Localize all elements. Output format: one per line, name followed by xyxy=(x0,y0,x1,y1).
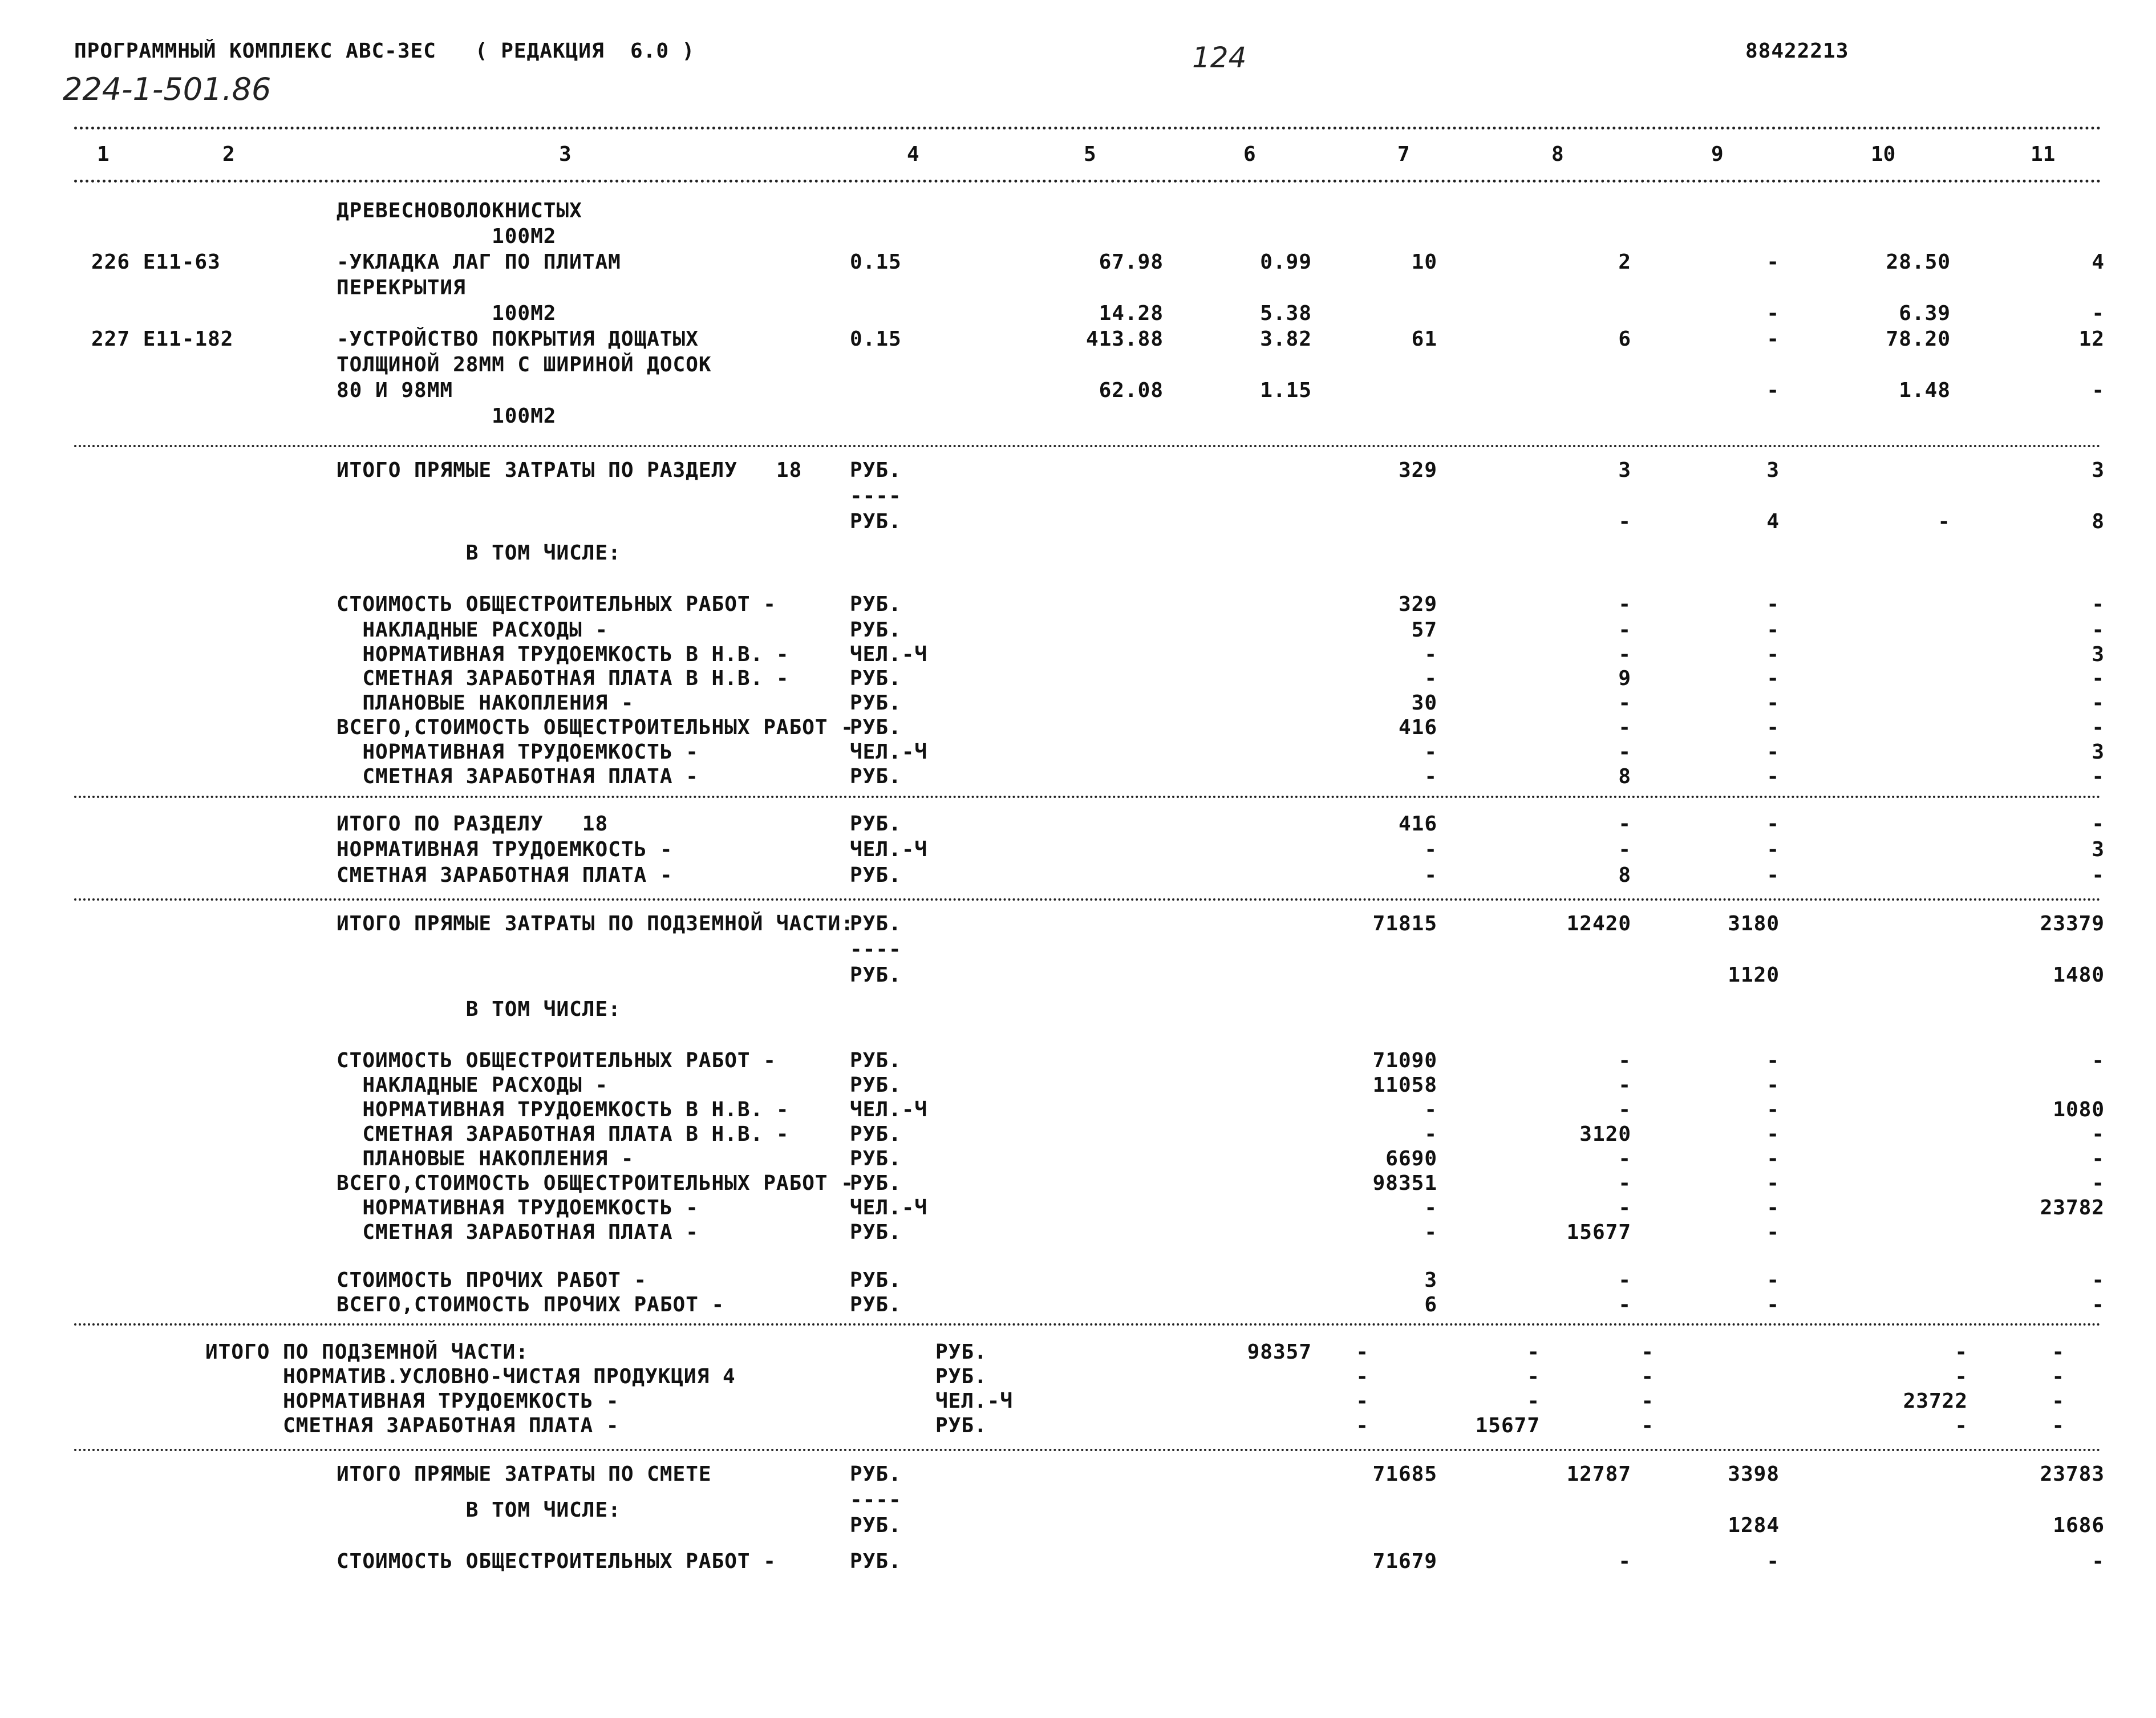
totals-cell: - xyxy=(1356,1340,1369,1364)
table-cell: 416 xyxy=(1398,812,1437,836)
table-cell: ПЛАНОВЫЕ НАКОПЛЕНИЯ - xyxy=(337,691,634,715)
table-cell: - xyxy=(2092,765,2105,788)
table-cell: - xyxy=(1424,643,1437,666)
table-cell: 100М2 xyxy=(337,302,557,325)
table-cell: СТОИМОСТЬ ОБЩЕСТРОИТЕЛЬНЫХ РАБОТ - xyxy=(337,593,776,616)
totals-cell: - xyxy=(1641,1340,1654,1364)
table-cell: - xyxy=(1618,1147,1631,1170)
table-cell: - xyxy=(1766,250,1780,274)
table-cell: - xyxy=(2092,667,2105,690)
table-cell: 12787 xyxy=(1566,1462,1631,1486)
totals-cell: ЧЕЛ.-Ч xyxy=(935,1389,1014,1413)
table-cell: ВСЕГО,СТОИМОСТЬ ОБЩЕСТРОИТЕЛЬНЫХ РАБОТ - xyxy=(337,716,854,739)
table-cell: - xyxy=(1766,1172,1780,1195)
table-cell: 3 xyxy=(1766,459,1780,482)
table-cell: -УКЛАДКА ЛАГ ПО ПЛИТАМ xyxy=(337,250,621,274)
table-cell: 1686 xyxy=(2053,1514,2105,1537)
column-number-3: 3 xyxy=(559,143,572,166)
column-number-11: 11 xyxy=(2031,143,2056,166)
table-cell: - xyxy=(1766,812,1780,836)
table-cell: - xyxy=(1766,1073,1780,1097)
table-cell: - xyxy=(1766,1550,1780,1573)
column-number-1: 1 xyxy=(97,143,110,166)
section-rule xyxy=(74,1323,2102,1326)
table-cell: 9 xyxy=(1618,667,1631,690)
table-cell: - xyxy=(1766,1123,1780,1146)
table-cell: - xyxy=(1766,740,1780,764)
table-cell: РУБ. xyxy=(850,1514,902,1537)
table-cell: - xyxy=(1766,667,1780,690)
table-cell: 1.15 xyxy=(1260,379,1312,402)
table-cell: - xyxy=(1424,667,1437,690)
document-code-right: 88422213 xyxy=(1745,39,1849,63)
table-cell: - xyxy=(1424,838,1437,861)
table-cell: 61 xyxy=(1411,327,1437,351)
totals-cell: - xyxy=(2052,1365,2065,1388)
table-cell: 14.28 xyxy=(1099,302,1164,325)
table-cell: СТОИМОСТЬ ПРОЧИХ РАБОТ - xyxy=(337,1269,647,1292)
table-cell: 3.82 xyxy=(1260,327,1312,351)
table-cell: - xyxy=(2092,302,2105,325)
table-cell: - xyxy=(1766,643,1780,666)
table-cell: РУБ. xyxy=(850,812,902,836)
totals-cell: РУБ. xyxy=(935,1414,987,1437)
table-cell: - xyxy=(1766,1196,1780,1219)
table-cell: 71815 xyxy=(1372,912,1437,935)
table-cell: НОРМАТИВНАЯ ТРУДОЕМКОСТЬ - xyxy=(337,1196,699,1219)
table-cell: 28.50 xyxy=(1886,250,1951,274)
table-cell: - xyxy=(1766,1098,1780,1121)
table-cell: РУБ. xyxy=(850,765,902,788)
table-cell: 5.38 xyxy=(1260,302,1312,325)
table-cell: РУБ. xyxy=(850,1269,902,1292)
table-cell: - xyxy=(1618,1293,1631,1316)
totals-cell: - xyxy=(1955,1414,1968,1437)
table-cell: ЧЕЛ.-Ч xyxy=(850,1196,928,1219)
table-cell: РУБ. xyxy=(850,1293,902,1316)
table-cell: ИТОГО ПРЯМЫЕ ЗАТРАТЫ ПО ПОДЗЕМНОЙ ЧАСТИ: xyxy=(337,912,854,935)
table-cell: РУБ. xyxy=(850,716,902,739)
table-cell: РУБ. xyxy=(850,1172,902,1195)
table-cell: 23783 xyxy=(2040,1462,2105,1486)
table-cell: НОРМАТИВНАЯ ТРУДОЕМКОСТЬ - xyxy=(337,838,673,861)
table-cell: - xyxy=(1618,1073,1631,1097)
totals-cell: ИТОГО ПО ПОДЗЕМНОЙ ЧАСТИ: xyxy=(205,1340,529,1364)
section-rule xyxy=(74,898,2102,901)
table-cell: ТОЛЩИНОЙ 28ММ С ШИРИНОЙ ДОСОК xyxy=(337,353,712,376)
table-cell: ---- xyxy=(850,938,902,961)
totals-cell: - xyxy=(2052,1414,2065,1437)
table-cell: СМЕТНАЯ ЗАРАБОТНАЯ ПЛАТА - xyxy=(337,765,699,788)
totals-cell: - xyxy=(1356,1414,1369,1437)
table-cell: ПЛАНОВЫЕ НАКОПЛЕНИЯ - xyxy=(337,1147,634,1170)
table-cell: 6690 xyxy=(1385,1147,1437,1170)
column-number-4: 4 xyxy=(907,143,919,166)
table-cell: - xyxy=(2092,1550,2105,1573)
table-cell: РУБ. xyxy=(850,691,902,715)
table-cell: 1480 xyxy=(2053,963,2105,987)
table-cell: 10 xyxy=(1411,250,1437,274)
table-cell: - xyxy=(2092,1293,2105,1316)
table-cell: 100М2 xyxy=(337,404,557,428)
table-cell: СМЕТНАЯ ЗАРАБОТНАЯ ПЛАТА - xyxy=(337,1221,699,1244)
table-cell: - xyxy=(1766,691,1780,715)
table-cell: 4 xyxy=(2092,250,2105,274)
table-cell: 1.48 xyxy=(1899,379,1951,402)
table-cell: ---- xyxy=(850,484,902,508)
table-cell: РУБ. xyxy=(850,1550,902,1573)
column-number-6: 6 xyxy=(1243,143,1256,166)
column-number-2: 2 xyxy=(222,143,235,166)
totals-cell: - xyxy=(2052,1389,2065,1413)
table-cell: - xyxy=(1618,1550,1631,1573)
table-cell: СМЕТНАЯ ЗАРАБОТНАЯ ПЛАТА В Н.В. - xyxy=(337,1123,789,1146)
table-cell: - xyxy=(2092,618,2105,642)
table-cell: 98351 xyxy=(1372,1172,1437,1195)
table-cell: РУБ. xyxy=(850,1462,902,1486)
table-cell: 3 xyxy=(1424,1269,1437,1292)
table-cell: ЧЕЛ.-Ч xyxy=(850,838,928,861)
table-cell: РУБ. xyxy=(850,1221,902,1244)
table-cell: - xyxy=(2092,716,2105,739)
table-cell: - xyxy=(1618,812,1631,836)
totals-cell: - xyxy=(1356,1389,1369,1413)
table-cell: 3 xyxy=(2092,643,2105,666)
table-cell: - xyxy=(1766,838,1780,861)
table-cell: 3120 xyxy=(1579,1123,1631,1146)
table-cell: РУБ. xyxy=(850,912,902,935)
table-cell: 0.99 xyxy=(1260,250,1312,274)
table-cell: - xyxy=(1618,691,1631,715)
table-cell: РУБ. xyxy=(850,963,902,987)
table-cell: ИТОГО ПО РАЗДЕЛУ 18 xyxy=(337,812,609,836)
table-cell: - xyxy=(2092,812,2105,836)
totals-cell: - xyxy=(2052,1340,2065,1364)
table-cell: ---- xyxy=(850,1488,902,1512)
totals-cell: - xyxy=(1641,1389,1654,1413)
table-cell: ВСЕГО,СТОИМОСТЬ ОБЩЕСТРОИТЕЛЬНЫХ РАБОТ - xyxy=(337,1172,854,1195)
table-top-rule xyxy=(74,127,2102,129)
table-cell: 12420 xyxy=(1566,912,1631,935)
table-cell: - xyxy=(1766,1049,1780,1072)
table-cell: 12 xyxy=(2078,327,2105,351)
table-cell: ЧЕЛ.-Ч xyxy=(850,643,928,666)
table-cell: НОРМАТИВНАЯ ТРУДОЕМКОСТЬ - xyxy=(337,740,699,764)
table-cell: - xyxy=(1618,716,1631,739)
table-cell: ВСЕГО,СТОИМОСТЬ ПРОЧИХ РАБОТ - xyxy=(337,1293,725,1316)
table-cell: 6.39 xyxy=(1899,302,1951,325)
table-cell: - xyxy=(1766,618,1780,642)
table-cell: 1080 xyxy=(2053,1098,2105,1121)
table-cell: - xyxy=(1618,1172,1631,1195)
table-cell: - xyxy=(2092,691,2105,715)
table-cell: 100М2 xyxy=(337,225,557,248)
totals-cell: - xyxy=(1641,1414,1654,1437)
totals-cell: 23722 xyxy=(1903,1389,1968,1413)
table-cell: ЧЕЛ.-Ч xyxy=(850,740,928,764)
table-cell: ПЕРЕКРЫТИЯ xyxy=(337,276,466,299)
table-cell: 6 xyxy=(1424,1293,1437,1316)
totals-cell: - xyxy=(1955,1365,1968,1388)
table-cell: 62.08 xyxy=(1099,379,1164,402)
table-cell: РУБ. xyxy=(850,667,902,690)
table-cell: 3 xyxy=(1618,459,1631,482)
totals-cell: СМЕТНАЯ ЗАРАБОТНАЯ ПЛАТА - xyxy=(205,1414,619,1437)
document-code: 224-1-501.86 xyxy=(63,71,271,107)
table-cell: - xyxy=(1424,1123,1437,1146)
table-cell: 3 xyxy=(2092,740,2105,764)
table-cell: - xyxy=(1766,327,1780,351)
table-cell: РУБ. xyxy=(850,618,902,642)
table-cell: - xyxy=(1618,1269,1631,1292)
table-cell: 8 xyxy=(1618,765,1631,788)
column-number-10: 10 xyxy=(1871,143,1896,166)
table-cell: 78.20 xyxy=(1886,327,1951,351)
table-cell: НАКЛАДНЫЕ РАСХОДЫ - xyxy=(337,618,609,642)
table-cell: 71090 xyxy=(1372,1049,1437,1072)
table-cell: 1120 xyxy=(1728,963,1780,987)
table-cell: 0.15 xyxy=(850,250,902,274)
column-number-7: 7 xyxy=(1397,143,1410,166)
table-cell: НОРМАТИВНАЯ ТРУДОЕМКОСТЬ В Н.В. - xyxy=(337,1098,789,1121)
table-cell: РУБ. xyxy=(850,510,902,533)
table-cell: 3 xyxy=(2092,459,2105,482)
section-rule xyxy=(74,445,2102,447)
table-cell: СМЕТНАЯ ЗАРАБОТНАЯ ПЛАТА В Н.В. - xyxy=(337,667,789,690)
table-cell: - xyxy=(1766,864,1780,887)
table-cell: - xyxy=(1618,593,1631,616)
section-rule xyxy=(74,1449,2102,1451)
table-cell: - xyxy=(1766,593,1780,616)
table-cell: - xyxy=(1766,1147,1780,1170)
table-cell: - xyxy=(1618,1049,1631,1072)
totals-cell: РУБ. xyxy=(935,1340,987,1364)
table-cell: 4 xyxy=(1766,510,1780,533)
table-cell: ЧЕЛ.-Ч xyxy=(850,1098,928,1121)
table-cell: - xyxy=(2092,1147,2105,1170)
table-cell: РУБ. xyxy=(850,593,902,616)
table-cell: - xyxy=(1618,1196,1631,1219)
table-cell: СТОИМОСТЬ ОБЩЕСТРОИТЕЛЬНЫХ РАБОТ - xyxy=(337,1049,776,1072)
table-cell: В ТОМ ЧИСЛЕ: xyxy=(337,541,621,565)
table-cell: - xyxy=(1766,716,1780,739)
table-cell: -УСТРОЙСТВО ПОКРЫТИЯ ДОЩАТЫХ xyxy=(337,327,699,351)
table-cell: - xyxy=(1766,765,1780,788)
column-number-8: 8 xyxy=(1551,143,1564,166)
table-cell: - xyxy=(1766,1269,1780,1292)
table-cell: - xyxy=(1766,1221,1780,1244)
table-cell: 71685 xyxy=(1372,1462,1437,1486)
table-cell: В ТОМ ЧИСЛЕ: xyxy=(337,1498,621,1522)
table-cell: 2 xyxy=(1618,250,1631,274)
table-cell: 80 И 98ММ xyxy=(337,379,453,402)
table-cell: - xyxy=(1424,1196,1437,1219)
table-cell: - xyxy=(1424,740,1437,764)
table-header-rule xyxy=(74,180,2102,183)
table-cell: РУБ. xyxy=(850,864,902,887)
column-number-9: 9 xyxy=(1711,143,1724,166)
table-cell: 15677 xyxy=(1566,1221,1631,1244)
table-cell: НОРМАТИВНАЯ ТРУДОЕМКОСТЬ В Н.В. - xyxy=(337,643,789,666)
table-cell: ИТОГО ПРЯМЫЕ ЗАТРАТЫ ПО СМЕТЕ xyxy=(337,1462,712,1486)
table-cell: 57 xyxy=(1411,618,1437,642)
page-number: 124 xyxy=(1192,41,1247,74)
table-cell: 0.15 xyxy=(850,327,902,351)
table-cell: РУБ. xyxy=(850,1147,902,1170)
totals-cell: РУБ. xyxy=(935,1365,987,1388)
table-cell: 23782 xyxy=(2040,1196,2105,1219)
table-cell: - xyxy=(2092,1269,2105,1292)
table-cell: 416 xyxy=(1398,716,1437,739)
totals-cell: - xyxy=(1641,1365,1654,1388)
table-cell: - xyxy=(1424,1221,1437,1244)
table-cell: - xyxy=(1766,1293,1780,1316)
table-cell: - xyxy=(1618,1098,1631,1121)
table-cell: - xyxy=(1618,510,1631,533)
table-cell: ДРЕВЕСНОВОЛОКНИСТЫХ xyxy=(337,199,582,222)
table-cell: - xyxy=(2092,1172,2105,1195)
table-cell: - xyxy=(1424,1098,1437,1121)
table-cell: СМЕТНАЯ ЗАРАБОТНАЯ ПЛАТА - xyxy=(337,864,673,887)
table-cell: 329 xyxy=(1398,459,1437,482)
table-cell: 3398 xyxy=(1728,1462,1780,1486)
table-cell: 226 Е11-63 xyxy=(91,250,221,274)
table-cell: - xyxy=(2092,1049,2105,1072)
table-cell: РУБ. xyxy=(850,459,902,482)
totals-cell: - xyxy=(1527,1389,1540,1413)
table-cell: 71679 xyxy=(1372,1550,1437,1573)
table-cell: - xyxy=(2092,593,2105,616)
table-cell: НАКЛАДНЫЕ РАСХОДЫ - xyxy=(337,1073,609,1097)
table-cell: РУБ. xyxy=(850,1073,902,1097)
table-cell: 30 xyxy=(1411,691,1437,715)
table-cell: - xyxy=(1424,864,1437,887)
table-cell: 6 xyxy=(1618,327,1631,351)
table-cell: - xyxy=(1424,765,1437,788)
table-cell: РУБ. xyxy=(850,1049,902,1072)
table-cell: 11058 xyxy=(1372,1073,1437,1097)
totals-cell: НОРМАТИВ.УСЛОВНО-ЧИСТАЯ ПРОДУКЦИЯ 4 xyxy=(205,1365,736,1388)
table-cell: - xyxy=(1938,510,1951,533)
table-cell: 1284 xyxy=(1728,1514,1780,1537)
table-cell: - xyxy=(1618,838,1631,861)
table-cell: 3 xyxy=(2092,838,2105,861)
table-cell: 329 xyxy=(1398,593,1437,616)
table-cell: ИТОГО ПРЯМЫЕ ЗАТРАТЫ ПО РАЗДЕЛУ 18 xyxy=(337,459,803,482)
totals-cell: НОРМАТИВНАЯ ТРУДОЕМКОСТЬ - xyxy=(205,1389,619,1413)
table-cell: СТОИМОСТЬ ОБЩЕСТРОИТЕЛЬНЫХ РАБОТ - xyxy=(337,1550,776,1573)
table-cell: РУБ. xyxy=(850,1123,902,1146)
table-cell: - xyxy=(1618,618,1631,642)
table-cell: - xyxy=(2092,1123,2105,1146)
table-cell: - xyxy=(2092,379,2105,402)
table-cell: - xyxy=(1766,379,1780,402)
totals-cell: - xyxy=(1955,1340,1968,1364)
program-title: ПРОГРАММНЫЙ КОМПЛЕКС АВС-3ЕС ( РЕДАКЦИЯ 6.0 ) xyxy=(74,39,695,63)
totals-cell: - xyxy=(1527,1340,1540,1364)
table-cell: 8 xyxy=(2092,510,2105,533)
table-cell: - xyxy=(1618,643,1631,666)
totals-cell: - xyxy=(1527,1365,1540,1388)
table-cell: В ТОМ ЧИСЛЕ: xyxy=(337,998,621,1021)
column-number-5: 5 xyxy=(1084,143,1096,166)
table-cell: - xyxy=(1618,740,1631,764)
table-cell: 3180 xyxy=(1728,912,1780,935)
table-cell: 413.88 xyxy=(1085,327,1164,351)
table-cell: 67.98 xyxy=(1099,250,1164,274)
table-cell: - xyxy=(2092,864,2105,887)
section-rule xyxy=(74,796,2102,798)
table-cell: 227 Е11-182 xyxy=(91,327,234,351)
totals-cell: 15677 xyxy=(1475,1414,1540,1437)
table-cell: 8 xyxy=(1618,864,1631,887)
table-cell: - xyxy=(1766,302,1780,325)
totals-cell: 98357 xyxy=(1247,1340,1312,1364)
totals-cell: - xyxy=(1356,1365,1369,1388)
table-cell: 23379 xyxy=(2040,912,2105,935)
